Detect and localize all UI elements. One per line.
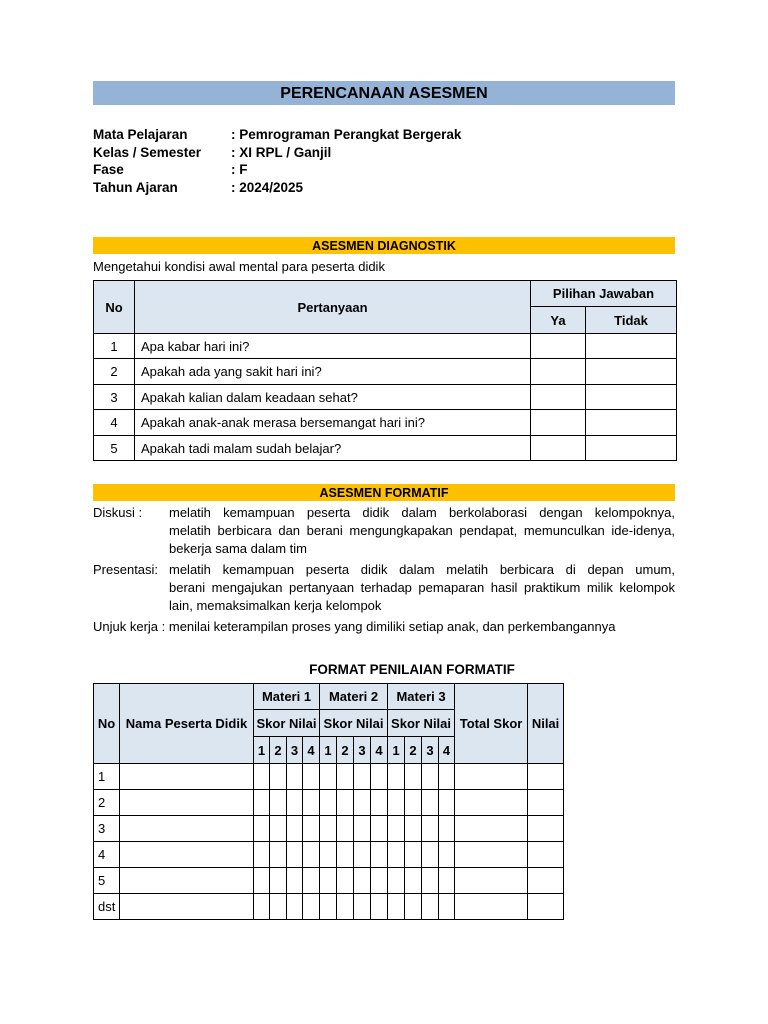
nilai-cell[interactable] xyxy=(528,816,564,842)
score-cell[interactable] xyxy=(422,868,439,894)
score-cell[interactable] xyxy=(303,842,320,868)
row-question: Apakah tadi malam sudah belajar? xyxy=(135,436,531,461)
sub-col: 1 xyxy=(388,737,405,764)
answer-yes-cell[interactable] xyxy=(531,385,586,410)
presentasi-row xyxy=(93,561,675,579)
meta-label: Kelas / Semester xyxy=(93,144,202,160)
total-cell[interactable] xyxy=(455,842,528,868)
skor-nilai-3: Skor Nilai xyxy=(388,710,455,737)
score-cell[interactable] xyxy=(405,842,422,868)
score-cell[interactable] xyxy=(287,790,303,816)
score-cell[interactable] xyxy=(254,868,270,894)
col-question: Pertanyaan xyxy=(135,281,531,334)
score-cell[interactable] xyxy=(371,816,388,842)
score-cell[interactable] xyxy=(287,764,303,790)
answer-yes-cell[interactable] xyxy=(531,334,586,359)
col-no: No xyxy=(94,281,135,334)
score-cell[interactable] xyxy=(371,868,388,894)
meta-row xyxy=(93,179,461,197)
row-no: dst xyxy=(94,894,120,920)
score-cell[interactable] xyxy=(371,790,388,816)
score-cell[interactable] xyxy=(388,842,405,868)
sub-col: 2 xyxy=(405,737,422,764)
diskusi-rest: melatih berbicara dan berani mengungkapakan pendapat, memunculkan ide-idenya, bekerja sama dalam tim xyxy=(169,523,675,556)
sub-col: 2 xyxy=(270,737,287,764)
score-cell[interactable] xyxy=(371,894,388,920)
formatif-description xyxy=(93,504,675,636)
table-row xyxy=(94,764,564,790)
score-cell[interactable] xyxy=(354,790,371,816)
sub-col: 3 xyxy=(287,737,303,764)
formatif-heading: ASESMEN FORMATIF xyxy=(93,484,675,501)
answer-no-cell[interactable] xyxy=(586,410,677,436)
score-cell[interactable] xyxy=(422,842,439,868)
meta-row xyxy=(93,126,461,144)
format-penilaian-table xyxy=(93,683,564,920)
col-materi-3: Materi 3 xyxy=(388,684,455,710)
nilai-cell[interactable] xyxy=(528,894,564,920)
row-no: 1 xyxy=(94,764,120,790)
row-no: 5 xyxy=(94,868,120,894)
score-cell[interactable] xyxy=(388,868,405,894)
score-cell[interactable] xyxy=(439,894,455,920)
score-cell[interactable] xyxy=(439,790,455,816)
sub-col: 4 xyxy=(303,737,320,764)
diagnostik-heading: ASESMEN DIAGNOSTIK xyxy=(93,237,675,254)
sub-col: 1 xyxy=(320,737,337,764)
score-cell[interactable] xyxy=(254,894,270,920)
score-cell[interactable] xyxy=(371,842,388,868)
nilai-cell[interactable] xyxy=(528,842,564,868)
answer-no-cell[interactable] xyxy=(586,436,677,461)
meta-value: : F xyxy=(231,162,248,177)
meta-row xyxy=(93,161,461,179)
score-cell[interactable] xyxy=(422,790,439,816)
score-cell[interactable] xyxy=(320,790,337,816)
score-cell[interactable] xyxy=(320,842,337,868)
row-no: 5 xyxy=(94,436,135,461)
format-title: FORMAT PENILAIAN FORMATIF xyxy=(309,662,515,677)
col-nilai: Nilai xyxy=(528,684,564,764)
col-name: Nama Peserta Didik xyxy=(120,684,254,764)
col-choice: Pilihan Jawaban xyxy=(531,281,677,307)
answer-no-cell[interactable] xyxy=(586,359,677,385)
score-cell[interactable] xyxy=(254,790,270,816)
nilai-cell[interactable] xyxy=(528,868,564,894)
score-cell[interactable] xyxy=(439,764,455,790)
answer-yes-cell[interactable] xyxy=(531,359,586,385)
score-cell[interactable] xyxy=(371,764,388,790)
score-cell[interactable] xyxy=(287,816,303,842)
row-no: 2 xyxy=(94,359,135,385)
meta-label: Mata Pelajaran xyxy=(93,127,188,142)
row-no: 4 xyxy=(94,842,120,868)
score-cell[interactable] xyxy=(337,816,354,842)
sub-col: 1 xyxy=(254,737,270,764)
page-title: PERENCANAAN ASESMEN xyxy=(93,81,675,105)
score-cell[interactable] xyxy=(405,816,422,842)
row-no: 3 xyxy=(94,385,135,410)
presentasi-rest: berani mengajukan pertanyaan terhadap pemaparan hasil praktikum milik kelompok lain, memaksimalkan kerja kelompok xyxy=(169,580,675,613)
score-cell[interactable] xyxy=(254,764,270,790)
score-cell[interactable] xyxy=(439,842,455,868)
name-cell[interactable] xyxy=(120,790,254,816)
score-cell[interactable] xyxy=(354,816,371,842)
col-no: No xyxy=(94,684,120,764)
col-no-answer: Tidak xyxy=(586,307,677,334)
meta-info xyxy=(93,126,461,196)
score-cell[interactable] xyxy=(354,764,371,790)
total-cell[interactable] xyxy=(455,868,528,894)
score-cell[interactable] xyxy=(270,816,287,842)
table-row xyxy=(94,842,564,868)
col-materi-1: Materi 1 xyxy=(254,684,320,710)
nilai-cell[interactable] xyxy=(528,764,564,790)
score-cell[interactable] xyxy=(422,764,439,790)
score-cell[interactable] xyxy=(320,894,337,920)
score-cell[interactable] xyxy=(254,816,270,842)
score-cell[interactable] xyxy=(405,764,422,790)
sub-col: 3 xyxy=(354,737,371,764)
score-cell[interactable] xyxy=(388,764,405,790)
meta-value: : Pemrograman Perangkat Bergerak xyxy=(231,127,462,142)
score-cell[interactable] xyxy=(337,842,354,868)
name-cell[interactable] xyxy=(120,868,254,894)
score-cell[interactable] xyxy=(405,894,422,920)
sub-col: 3 xyxy=(422,737,439,764)
col-materi-2: Materi 2 xyxy=(320,684,388,710)
unjuk-kerja: Unjuk kerja : menilai keterampilan proses yang dimiliki setiap anak, dan perkembangannya xyxy=(93,619,616,634)
sub-col: 2 xyxy=(337,737,354,764)
score-cell[interactable] xyxy=(270,894,287,920)
row-no: 2 xyxy=(94,790,120,816)
score-cell[interactable] xyxy=(337,790,354,816)
nilai-cell[interactable] xyxy=(528,790,564,816)
diagnostik-note: Mengetahui kondisi awal mental para peserta didik xyxy=(93,259,385,274)
total-cell[interactable] xyxy=(455,790,528,816)
presentasi-label: Presentasi: xyxy=(93,562,159,577)
sub-col: 4 xyxy=(439,737,455,764)
row-no: 3 xyxy=(94,816,120,842)
answer-no-cell[interactable] xyxy=(586,334,677,359)
skor-nilai-1: Skor Nilai xyxy=(254,710,320,737)
diskusi-line1: melatih kemampuan peserta didik dalam berkolaborasi dengan kelompoknya, xyxy=(169,505,675,520)
score-cell[interactable] xyxy=(320,868,337,894)
score-cell[interactable] xyxy=(337,764,354,790)
col-yes: Ya xyxy=(531,307,586,334)
score-cell[interactable] xyxy=(270,868,287,894)
name-cell[interactable] xyxy=(120,842,254,868)
row-question: Apakah anak-anak merasa bersemangat hari ini? xyxy=(135,410,531,436)
total-cell[interactable] xyxy=(455,894,528,920)
score-cell[interactable] xyxy=(270,790,287,816)
table-row xyxy=(94,816,564,842)
row-question: Apakah ada yang sakit hari ini? xyxy=(135,359,531,385)
score-cell[interactable] xyxy=(439,868,455,894)
score-cell[interactable] xyxy=(303,868,320,894)
meta-row xyxy=(93,144,461,162)
score-cell[interactable] xyxy=(270,764,287,790)
meta-label: Fase xyxy=(93,162,124,177)
row-no: 1 xyxy=(94,334,135,359)
score-cell[interactable] xyxy=(337,894,354,920)
skor-nilai-2: Skor Nilai xyxy=(320,710,388,737)
score-cell[interactable] xyxy=(254,842,270,868)
name-cell[interactable] xyxy=(120,894,254,920)
answer-yes-cell[interactable] xyxy=(531,436,586,461)
table-row xyxy=(94,790,564,816)
score-cell[interactable] xyxy=(422,816,439,842)
score-cell[interactable] xyxy=(303,894,320,920)
score-cell[interactable] xyxy=(320,764,337,790)
total-cell[interactable] xyxy=(455,816,528,842)
score-cell[interactable] xyxy=(405,790,422,816)
score-cell[interactable] xyxy=(405,868,422,894)
score-cell[interactable] xyxy=(388,790,405,816)
score-cell[interactable] xyxy=(287,868,303,894)
col-total: Total Skor xyxy=(455,684,528,764)
meta-label: Tahun Ajaran xyxy=(93,179,178,195)
row-question: Apakah kalian dalam keadaan sehat? xyxy=(135,385,531,410)
total-cell[interactable] xyxy=(455,764,528,790)
score-cell[interactable] xyxy=(337,868,354,894)
presentasi-line1: melatih kemampuan peserta didik dalam melatih berbicara di depan umum, xyxy=(169,562,675,577)
score-cell[interactable] xyxy=(354,894,371,920)
score-cell[interactable] xyxy=(303,764,320,790)
score-cell[interactable] xyxy=(422,894,439,920)
diskusi-row xyxy=(93,504,675,522)
diagnostik-table xyxy=(93,280,677,461)
row-question: Apa kabar hari ini? xyxy=(135,334,531,359)
answer-yes-cell[interactable] xyxy=(531,410,586,436)
score-cell[interactable] xyxy=(270,842,287,868)
score-cell[interactable] xyxy=(320,816,337,842)
score-cell[interactable] xyxy=(388,816,405,842)
table-row xyxy=(94,868,564,894)
name-cell[interactable] xyxy=(120,764,254,790)
sub-col: 4 xyxy=(371,737,388,764)
score-cell[interactable] xyxy=(303,816,320,842)
score-cell[interactable] xyxy=(388,894,405,920)
answer-no-cell[interactable] xyxy=(586,385,677,410)
score-cell[interactable] xyxy=(287,842,303,868)
score-cell[interactable] xyxy=(354,842,371,868)
table-row xyxy=(94,894,564,920)
score-cell[interactable] xyxy=(354,868,371,894)
meta-value: : 2024/2025 xyxy=(231,179,304,195)
format-body xyxy=(94,764,564,920)
score-cell[interactable] xyxy=(439,816,455,842)
score-cell[interactable] xyxy=(303,790,320,816)
score-cell[interactable] xyxy=(287,894,303,920)
row-no: 4 xyxy=(94,410,135,436)
name-cell[interactable] xyxy=(120,816,254,842)
diskusi-label: Diskusi : xyxy=(93,505,143,520)
meta-value: : XI RPL / Ganjil xyxy=(231,144,332,160)
